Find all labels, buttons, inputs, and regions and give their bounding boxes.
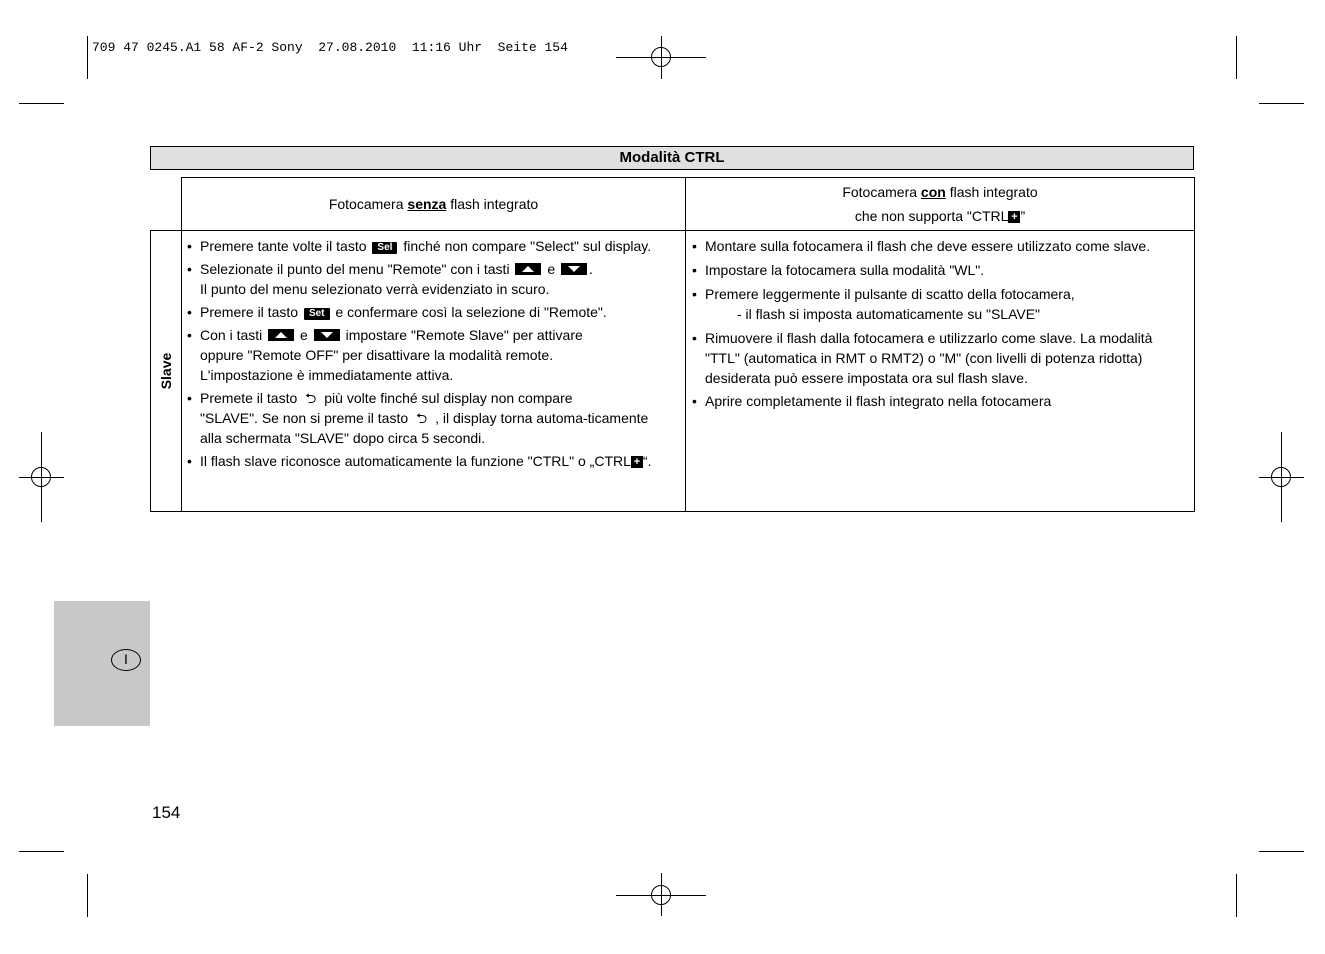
table-title: Modalità CTRL	[150, 146, 1194, 170]
list-item: • Aprire completamente il flash integrato nella fotocamera	[692, 391, 1190, 411]
list-item: • Premere tante volte il tasto Sel finché non compare "Select" sul display.	[187, 236, 681, 256]
list-item: • Rimuovere il flash dalla fotocamera e utilizzarlo come slave. La modalità "TTL" (automatica in RMT o RMT2) o "M" (con livelli di potenza ridotta) desiderata può essere impostata ora sul flash slave.	[692, 328, 1190, 388]
list-item: • Premere leggermente il pulsante di scatto della fotocamera, - il flash si imposta automaticamente su "SLAVE"	[692, 284, 1190, 324]
crop-mark	[19, 851, 64, 852]
ctrl-plus-icon: +	[1008, 211, 1020, 223]
language-tab-label: I	[111, 649, 141, 671]
instructions-with-flash	[685, 230, 1195, 512]
column-header-without-flash: Fotocamera senza flash integrato	[181, 177, 686, 231]
arrow-down-key-icon	[561, 263, 587, 275]
instructions-without-flash	[181, 230, 686, 512]
arrow-up-key-icon	[515, 263, 541, 275]
crop-mark	[1236, 874, 1237, 917]
arrow-down-key-icon	[314, 329, 340, 341]
sel-key-icon: Sel	[372, 242, 397, 254]
crop-mark	[1259, 851, 1304, 852]
list-item: • Premete il tasto ⮌ più volte finché sul display non compare "SLAVE". Se non si preme il tasto ⮌ , il display torna automa-ticamente alla schermata "SLAVE" dopo circa 5 secondi.	[187, 388, 681, 448]
list-item: • Montare sulla fotocamera il flash che deve essere utilizzato come slave.	[692, 236, 1190, 256]
crop-mark	[1259, 103, 1304, 104]
page-number: 154	[152, 803, 181, 822]
list-item: • Il flash slave riconosce automaticamente la funzione "CTRL" o „CTRL + “.	[187, 451, 681, 471]
list-item: • Selezionate il punto del menu "Remote" con i tasti e . Il punto del menu selezionato verrà evidenziato in scuro.	[187, 259, 681, 299]
list-item: • Impostare la fotocamera sulla modalità "WL".	[692, 260, 1190, 280]
ctrl-plus-icon: +	[631, 456, 643, 468]
return-key-icon: ⮌	[305, 390, 317, 406]
return-key-icon: ⮌	[416, 410, 428, 426]
arrow-up-key-icon	[268, 329, 294, 341]
column-header-with-flash: Fotocamera con flash integrato che non supporta "CTRL + ”	[685, 177, 1195, 231]
list-item: • Premere il tasto Set e confermare così la selezione di "Remote".	[187, 302, 681, 322]
set-key-icon: Set	[304, 308, 330, 320]
row-label-cell	[150, 230, 182, 512]
print-header: 709 47 0245.A1 58 AF-2 Sony 27.08.2010 11:16 Uhr Seite 154	[92, 40, 568, 55]
crop-mark	[1236, 36, 1237, 79]
crop-mark	[19, 103, 64, 104]
crop-mark	[87, 36, 88, 79]
crop-mark	[87, 874, 88, 917]
sub-item: - il flash si imposta automaticamente su "SLAVE"	[737, 306, 1041, 322]
mode-table	[150, 177, 1195, 512]
row-label-slave: Slave	[158, 352, 174, 390]
language-tab	[54, 601, 150, 726]
list-item: • Con i tasti e impostare "Remote Slave" per attivare oppure "Remote OFF" per disattivare la modalità remote. L'impostazione è immediatamente attiva.	[187, 325, 681, 385]
